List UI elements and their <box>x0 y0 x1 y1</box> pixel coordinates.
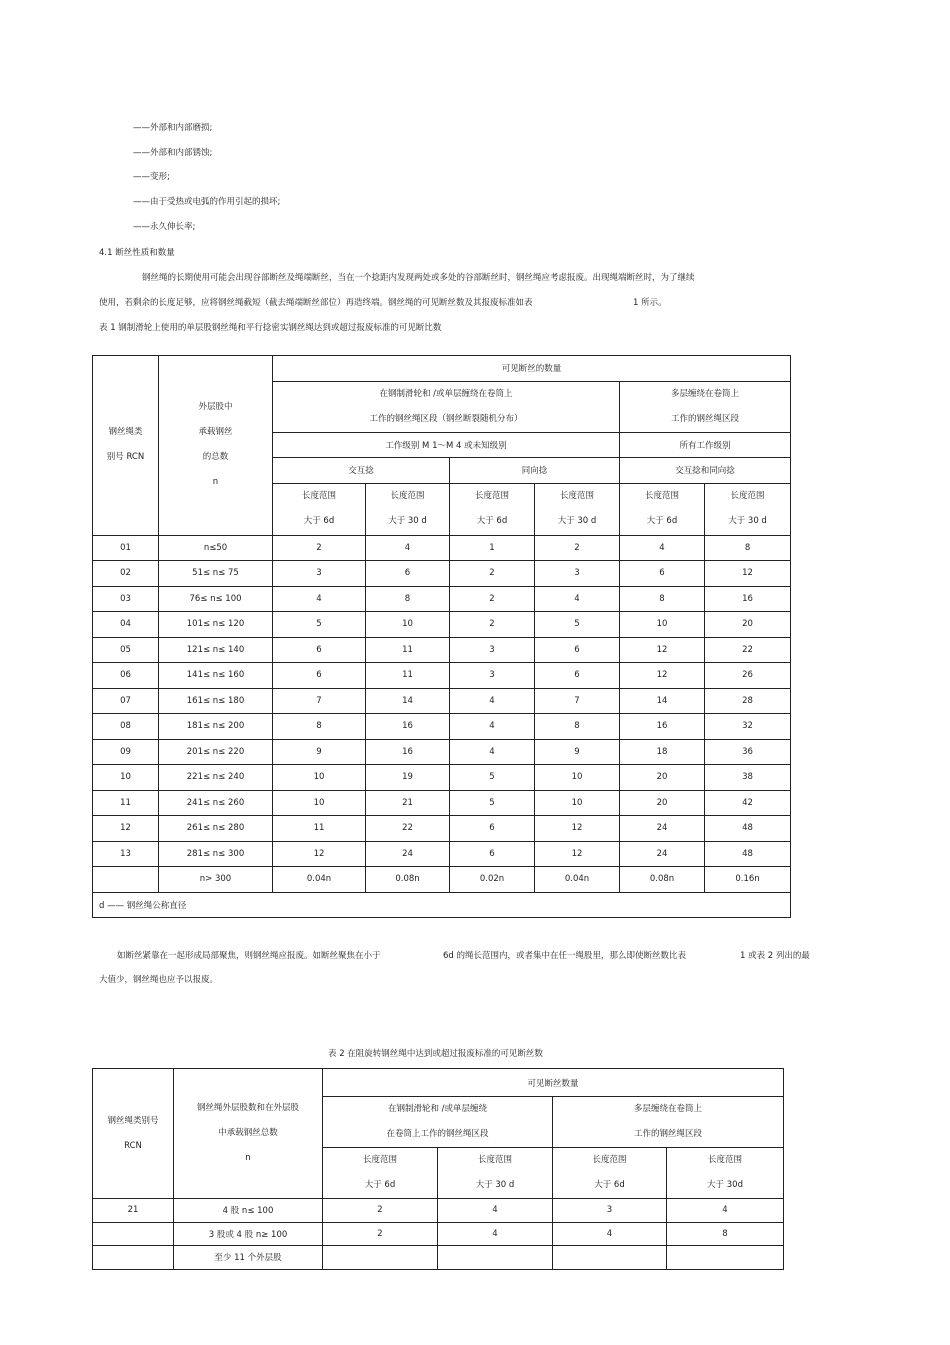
cell-rcn: 01 <box>93 535 159 561</box>
cell-rcn: 11 <box>93 790 159 816</box>
cell-rcn: 09 <box>93 739 159 765</box>
cell-value: 32 <box>705 714 791 740</box>
cell-value: 48 <box>705 841 791 867</box>
cell-value: 16 <box>366 739 450 765</box>
cell-value: 12 <box>620 663 705 689</box>
section-heading: 4.1 断丝性质和数量 <box>99 248 175 258</box>
cell-value: 3 <box>450 637 535 663</box>
header-length: 长度范围 大于 30 d <box>366 483 450 535</box>
header-wire-count: 外层股中 承载钢丝 的总数 n <box>159 356 273 536</box>
cell-wire-count: 51≤ n≤ 75 <box>159 561 273 587</box>
table-row <box>93 739 791 765</box>
list-item: ——外部和内部磨损; <box>133 123 213 133</box>
cell-wire-count: 101≤ n≤ 120 <box>159 612 273 638</box>
cell-value: 3 <box>553 1199 667 1223</box>
cell-wire-count: 161≤ n≤ 180 <box>159 688 273 714</box>
cell-value: 10 <box>535 790 620 816</box>
cell-value: 19 <box>366 765 450 791</box>
cell-value: 16 <box>705 586 791 612</box>
cell-value: 12 <box>535 841 620 867</box>
cell-value: 42 <box>705 790 791 816</box>
cell-value: 9 <box>535 739 620 765</box>
cell-value: 12 <box>273 841 366 867</box>
cell-value: 11 <box>273 816 366 842</box>
table2-caption: 表 2 在阻旋转钢丝绳中达到或超过报废标准的可见断丝数 <box>328 1049 543 1059</box>
paragraph-line: 1 或表 2 列出的最 <box>740 951 810 961</box>
cell-rcn: 04 <box>93 612 159 638</box>
cell-value: 3 <box>273 561 366 587</box>
cell-value: 8 <box>366 586 450 612</box>
list-item: ——外部和内部锈蚀; <box>133 148 213 158</box>
cell-value: 6 <box>535 637 620 663</box>
cell-value: 38 <box>705 765 791 791</box>
cell-value: 0.08n <box>620 867 705 893</box>
cell-value <box>667 1246 784 1270</box>
cell-value: 0.04n <box>535 867 620 893</box>
cell-rcn: 06 <box>93 663 159 689</box>
cell-value: 8 <box>273 714 366 740</box>
cell-value: 8 <box>705 535 791 561</box>
paragraph-line: 如断丝紧靠在一起形成局部聚焦，则钢丝绳应报废。如断丝聚焦在小于 <box>117 951 381 961</box>
header-wire-count: 钢丝绳外层股数和在外层股 中承载钢丝总数 n <box>174 1069 323 1199</box>
header-class2: 所有工作级别 <box>620 432 791 458</box>
header-group2: 多层缠绕在卷筒上 工作的钢丝绳区段 <box>553 1097 784 1148</box>
cell-value: 6 <box>450 816 535 842</box>
header-lay-same: 同向捻 <box>450 458 620 484</box>
cell-value: 2 <box>323 1222 438 1246</box>
cell-value: 10 <box>366 612 450 638</box>
cell-value: 20 <box>620 765 705 791</box>
cell-value: 26 <box>705 663 791 689</box>
cell-value: 16 <box>620 714 705 740</box>
cell-value <box>553 1246 667 1270</box>
cell-rcn <box>93 867 159 893</box>
cell-value: 4 <box>438 1222 553 1246</box>
cell-value: 22 <box>705 637 791 663</box>
header-length: 长度范围 大于 6d <box>553 1148 667 1199</box>
cell-value: 4 <box>273 586 366 612</box>
cell-rcn: 02 <box>93 561 159 587</box>
header-group1: 在钢制滑轮和 /或单层缠绕在卷筒上 工作的钢丝绳区段（钢丝断裂随机分布） <box>273 381 620 432</box>
cell-wire-count: n≤50 <box>159 535 273 561</box>
cell-wire-count: n> 300 <box>159 867 273 893</box>
cell-value: 4 <box>450 714 535 740</box>
table-row <box>93 867 791 893</box>
cell-value: 6 <box>273 637 366 663</box>
cell-value: 5 <box>450 765 535 791</box>
cell-value: 7 <box>535 688 620 714</box>
cell-wire-count: 261≤ n≤ 280 <box>159 816 273 842</box>
list-item: ——变形; <box>133 172 170 182</box>
cell-value: 11 <box>366 637 450 663</box>
cell-value: 11 <box>366 663 450 689</box>
cell-value: 12 <box>620 637 705 663</box>
table-row <box>93 765 791 791</box>
cell-wire-count: 181≤ n≤ 200 <box>159 714 273 740</box>
header-lay-cross: 交互捻 <box>273 458 450 484</box>
cell-value: 4 <box>667 1199 784 1223</box>
cell-value: 20 <box>620 790 705 816</box>
cell-wire-count: 281≤ n≤ 300 <box>159 841 273 867</box>
cell-value: 4 <box>620 535 705 561</box>
cell-value: 14 <box>620 688 705 714</box>
header-class1: 工作级别 M 1～M 4 或未知级别 <box>273 432 620 458</box>
cell-rcn: 03 <box>93 586 159 612</box>
table-row <box>93 612 791 638</box>
table1-caption: 表 1 钢制滑轮上使用的单层股钢丝绳和平行捻密实钢丝绳达到或超过报废标准的可见断比数 <box>99 323 442 333</box>
paragraph-line: 6d 的绳长范围内，或者集中在任一绳股里，那么即使断丝数比表 <box>443 951 687 961</box>
cell-value <box>323 1246 438 1270</box>
cell-rcn: 08 <box>93 714 159 740</box>
cell-value: 8 <box>667 1222 784 1246</box>
table-row <box>93 816 791 842</box>
table-row <box>93 1222 784 1246</box>
cell-wire-count: 3 股或 4 股 n≥ 100 <box>174 1222 323 1246</box>
cell-value: 24 <box>366 841 450 867</box>
table-row <box>93 586 791 612</box>
header-length: 长度范围 大于 6d <box>323 1148 438 1199</box>
cell-wire-count: 241≤ n≤ 260 <box>159 790 273 816</box>
cell-wire-count: 至少 11 个外层股 <box>174 1246 323 1270</box>
list-item: ——永久伸长率; <box>133 222 196 232</box>
cell-value: 2 <box>535 535 620 561</box>
cell-value <box>438 1246 553 1270</box>
header-length: 长度范围 大于 30d <box>667 1148 784 1199</box>
cell-rcn <box>93 1246 174 1270</box>
cell-value: 24 <box>620 816 705 842</box>
cell-value: 18 <box>620 739 705 765</box>
header-group1: 在钢制滑轮和 /或单层缠绕 在卷筒上工作的钢丝绳区段 <box>323 1097 553 1148</box>
table-row <box>93 1199 784 1223</box>
cell-rcn: 13 <box>93 841 159 867</box>
cell-value: 24 <box>620 841 705 867</box>
cell-value: 4 <box>553 1222 667 1246</box>
cell-value: 2 <box>450 612 535 638</box>
cell-value: 4 <box>535 586 620 612</box>
table-row <box>93 841 791 867</box>
cell-value: 4 <box>450 688 535 714</box>
cell-value: 2 <box>450 561 535 587</box>
table-row <box>93 637 791 663</box>
header-lay-both: 交互捻和同向捻 <box>620 458 791 484</box>
cell-value: 4 <box>450 739 535 765</box>
cell-value: 10 <box>273 790 366 816</box>
paragraph-line: 使用，若剩余的长度足够，应将钢丝绳截短（截去绳端断丝部位）再造终端。钢丝绳的可见断丝数及其报废标准如表 <box>99 298 533 308</box>
cell-value: 6 <box>366 561 450 587</box>
cell-wire-count: 141≤ n≤ 160 <box>159 663 273 689</box>
paragraph-line: 钢丝绳的长期使用可能会出现谷部断丝及绳端断丝，当在一个捻距内发现两处或多处的谷部断丝时，钢丝绳应考虑报废。出现绳端断丝时，为了继续 <box>142 273 695 283</box>
header-rcn: 钢丝绳类别号 RCN <box>93 1069 174 1199</box>
cell-wire-count: 221≤ n≤ 240 <box>159 765 273 791</box>
paragraph-line-tail: 1 所示。 <box>633 298 667 308</box>
header-length: 长度范围 大于 6d <box>450 483 535 535</box>
cell-value: 9 <box>273 739 366 765</box>
cell-value: 10 <box>620 612 705 638</box>
cell-value: 6 <box>273 663 366 689</box>
cell-rcn <box>93 1222 174 1246</box>
cell-value: 2 <box>273 535 366 561</box>
cell-value: 0.04n <box>273 867 366 893</box>
cell-value: 5 <box>450 790 535 816</box>
cell-value: 10 <box>535 765 620 791</box>
cell-value: 8 <box>535 714 620 740</box>
cell-wire-count: 4 股 n≤ 100 <box>174 1199 323 1223</box>
cell-value: 6 <box>620 561 705 587</box>
cell-value: 3 <box>450 663 535 689</box>
cell-rcn: 12 <box>93 816 159 842</box>
cell-rcn: 21 <box>93 1199 174 1223</box>
cell-value: 20 <box>705 612 791 638</box>
cell-value: 4 <box>438 1199 553 1223</box>
header-rcn: 钢丝绳类 别号 RCN <box>93 356 159 536</box>
table1 <box>92 355 791 918</box>
cell-value: 0.08n <box>366 867 450 893</box>
header-length: 长度范围 大于 6d <box>620 483 705 535</box>
cell-value: 7 <box>273 688 366 714</box>
table2 <box>92 1068 784 1270</box>
cell-rcn: 10 <box>93 765 159 791</box>
table-row <box>93 1246 784 1270</box>
cell-value: 36 <box>705 739 791 765</box>
cell-value: 1 <box>450 535 535 561</box>
table-row <box>93 790 791 816</box>
header-length: 长度范围 大于 30 d <box>438 1148 553 1199</box>
table-row <box>93 663 791 689</box>
cell-value: 16 <box>366 714 450 740</box>
header-length: 长度范围 大于 6d <box>273 483 366 535</box>
cell-value: 28 <box>705 688 791 714</box>
cell-value: 22 <box>366 816 450 842</box>
table1-footnote: d —— 钢丝绳公称直径 <box>93 892 791 917</box>
cell-value: 2 <box>323 1199 438 1223</box>
cell-value: 48 <box>705 816 791 842</box>
cell-value: 4 <box>366 535 450 561</box>
cell-value: 12 <box>705 561 791 587</box>
cell-wire-count: 201≤ n≤ 220 <box>159 739 273 765</box>
header-group2: 多层缠绕在卷筒上 工作的钢丝绳区段 <box>620 381 791 432</box>
cell-value: 21 <box>366 790 450 816</box>
cell-value: 2 <box>450 586 535 612</box>
cell-value: 5 <box>535 612 620 638</box>
header-visible-breaks: 可见断丝数量 <box>323 1069 784 1097</box>
table-row <box>93 714 791 740</box>
cell-value: 3 <box>535 561 620 587</box>
cell-value: 6 <box>535 663 620 689</box>
cell-value: 6 <box>450 841 535 867</box>
table-row <box>93 688 791 714</box>
cell-value: 0.02n <box>450 867 535 893</box>
header-visible-breaks: 可见断丝的数量 <box>273 356 791 382</box>
list-item: ——由于受热或电弧的作用引起的损坏; <box>133 197 281 207</box>
cell-value: 10 <box>273 765 366 791</box>
cell-wire-count: 121≤ n≤ 140 <box>159 637 273 663</box>
table-row <box>93 561 791 587</box>
paragraph-line: 大值少，钢丝绳也应予以报废。 <box>99 975 219 985</box>
cell-value: 14 <box>366 688 450 714</box>
table-row <box>93 535 791 561</box>
cell-rcn: 05 <box>93 637 159 663</box>
cell-wire-count: 76≤ n≤ 100 <box>159 586 273 612</box>
cell-value: 8 <box>620 586 705 612</box>
header-length: 长度范围 大于 30 d <box>705 483 791 535</box>
cell-value: 12 <box>535 816 620 842</box>
header-length: 长度范围 大于 30 d <box>535 483 620 535</box>
cell-value: 0.16n <box>705 867 791 893</box>
cell-value: 5 <box>273 612 366 638</box>
cell-rcn: 07 <box>93 688 159 714</box>
